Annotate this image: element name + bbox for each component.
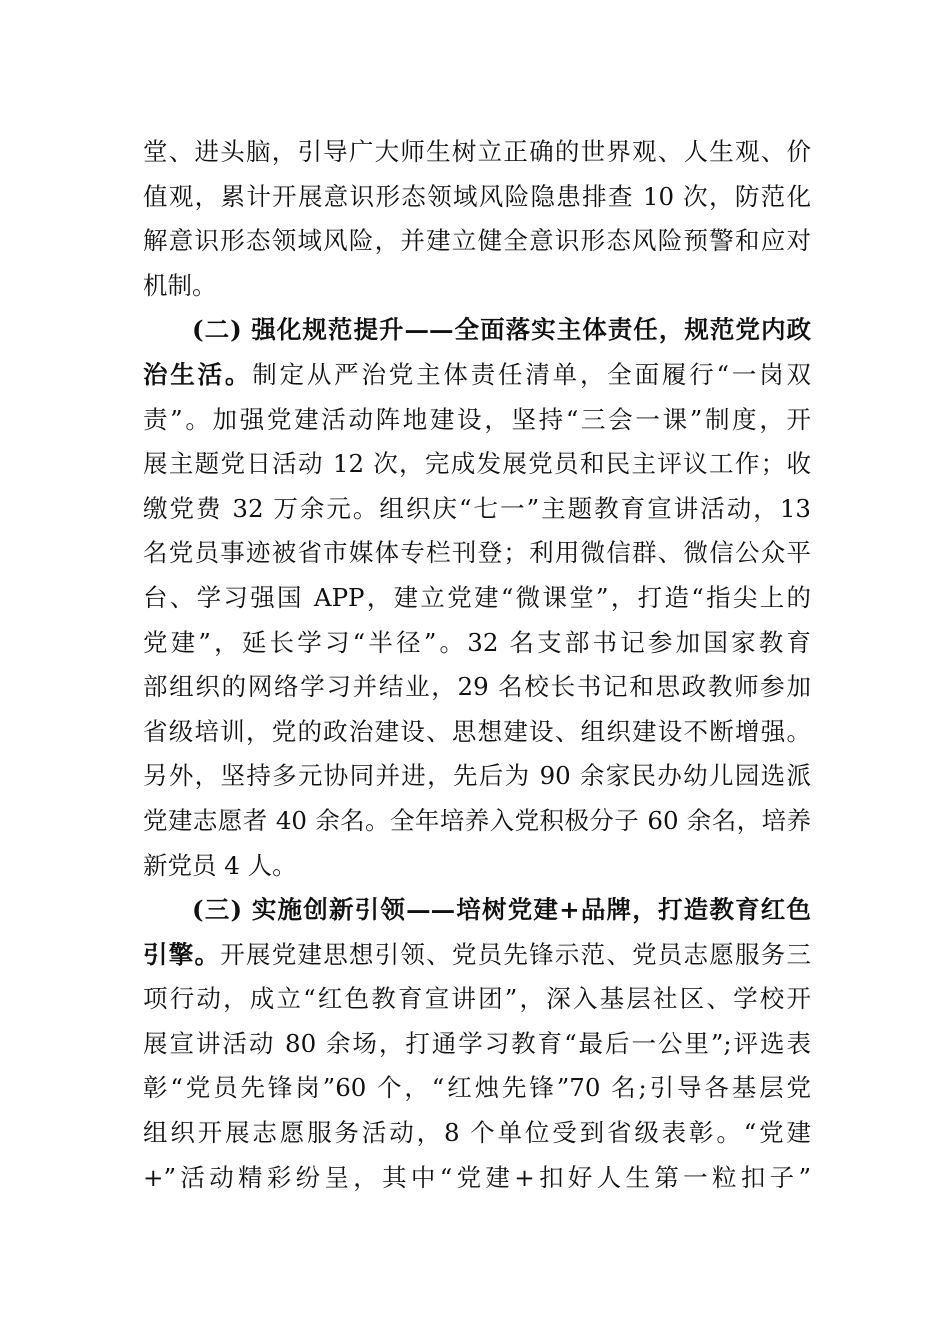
paragraph-3-line-1-text: 开展党建思想引领、党员先锋示范、党员志愿服务三 <box>220 939 812 969</box>
paragraph-2-line-9: 省级培训，党的政治建设、思想建设、组织建设不断增强。 <box>143 716 811 746</box>
paragraph-1-line-1: 堂、进头脑，引导广大师生树立正确的世界观、人生观、价 <box>143 137 811 166</box>
section-3-heading: (三) 实施创新引领——培树党建+品牌，打造教育红色 <box>192 895 811 925</box>
paragraph-3-line-5: 组织开展志愿服务活动，8 个单位受到省级表彰。“党建 <box>143 1118 811 1148</box>
paragraph-2-line-1 <box>143 353 811 398</box>
paragraph-2-line-10: 另外，坚持多元协同并进，先后为 90 余家民办幼儿园选派 <box>143 761 811 791</box>
paragraph-3-line-2: 项行动，成立“红色教育宣讲团”，深入基层社区、学校开 <box>143 984 811 1014</box>
paragraph-2-line-6: 台、学习强国 APP，建立党建“微课堂”，打造“指尖上的 <box>143 582 811 612</box>
paragraph-2-line-3: 展主题党日活动 12 次，完成发展党员和民主评议工作；收 <box>143 449 811 479</box>
section-2-heading-continuation: 治生活。 <box>143 359 253 389</box>
paragraph-1-line-4: 机制。 <box>143 270 217 300</box>
section-2-heading: (二) 强化规范提升——全面落实主体责任，规范党内政 <box>192 315 811 345</box>
paragraph-2-line-1-text: 制定从严治党主体责任清单，全面履行“一岗双 <box>252 359 811 389</box>
paragraph-2-line-7: 党建”，延长学习“半径”。32 名支部书记参加国家教育 <box>143 627 811 657</box>
paragraph-3-line-6: +”活动精彩纷呈，其中“党建+扣好人生第一粒扣子” <box>143 1162 811 1192</box>
paragraph-2-line-2: 责”。加强党建活动阵地建设，坚持“三会一课”制度，开 <box>143 404 811 434</box>
paragraph-2-line-11: 党建志愿者 40 余名。全年培养入党积极分子 60 余名，培养 <box>143 805 811 835</box>
paragraph-1-line-2: 值观，累计开展意识形态领域风险隐患排查 10 次，防范化 <box>143 181 811 211</box>
paragraph-3-line-3: 展宣讲活动 80 余场，打通学习教育“最后一公里”;评选表 <box>143 1028 811 1058</box>
paragraph-2-line-12: 新党员 4 人。 <box>143 850 297 880</box>
paragraph-1-line-3: 解意识形态领域风险，并建立健全意识形态风险预警和应对 <box>143 226 811 256</box>
paragraph-2-line-4: 缴党费 32 万余元。组织庆“七一”主题教育宣讲活动，13 <box>143 493 811 523</box>
paragraph-2-line-5: 名党员事迹被省市媒体专栏刊登；利用微信群、微信公众平 <box>143 538 811 568</box>
paragraph-3-line-4: 彰“党员先锋岗”60 个，“红烛先锋”70 名;引导各基层党 <box>143 1073 811 1103</box>
paragraph-3-line-1 <box>143 933 811 978</box>
document-body <box>143 130 811 1200</box>
section-3-heading-continuation: 引擎。 <box>143 939 221 969</box>
paragraph-2-line-8: 部组织的网络学习并结业，29 名校长书记和思政教师参加 <box>143 672 811 702</box>
